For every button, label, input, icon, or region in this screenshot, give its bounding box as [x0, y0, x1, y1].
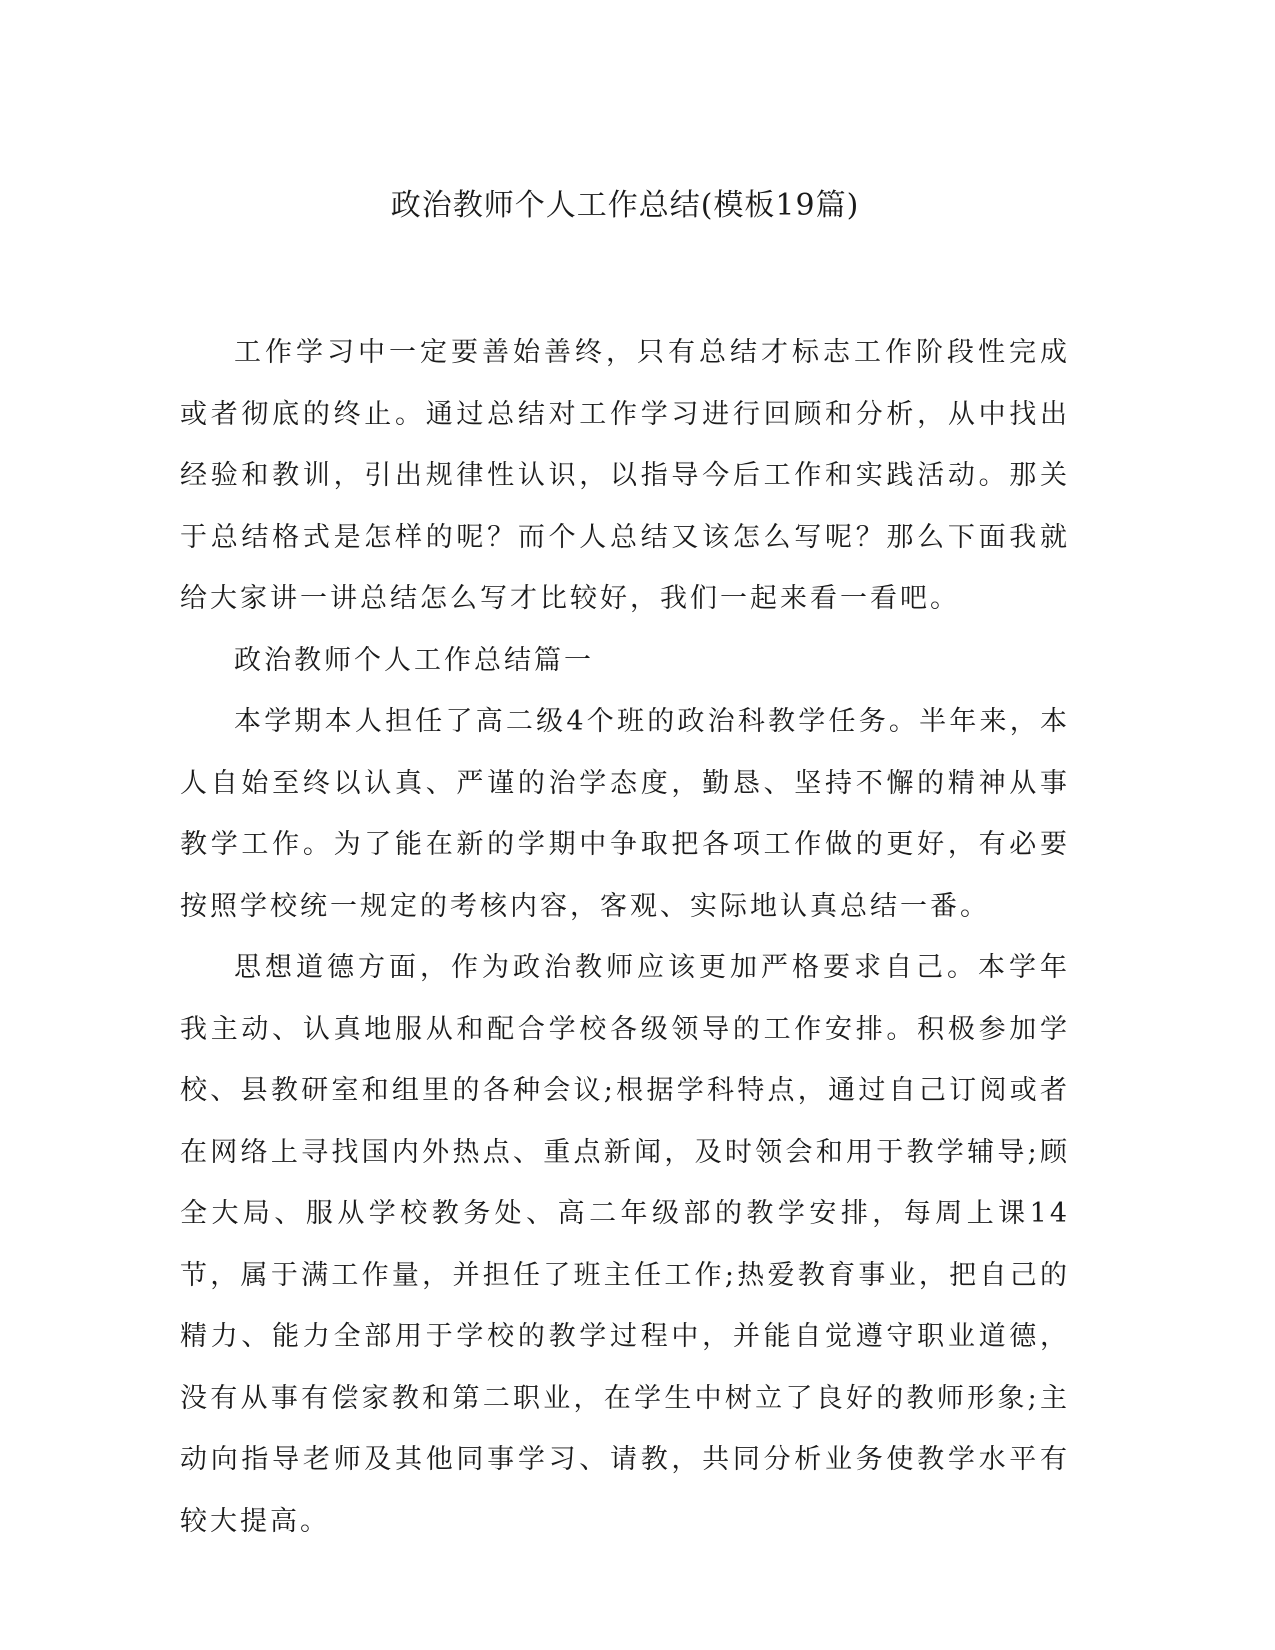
document-page [180, 0, 1070, 1650]
section-heading: 政治教师个人工作总结篇一 [234, 644, 594, 676]
body-paragraph: 思想道德方面，作为政治教师应该更加严格要求自己。本学年我主动、认真地服从和配合学校各级领导的工作安排。积极参加学校、县教研室和组里的各种会议;根据学科特点，通过自己订阅或者在网络上寻找国内外热点、重点新闻，及时领会和用于教学辅导;顾全大局、服从学校教务处、高二年级部的教学安排，每周上课14节，属于满工作量，并担任了班主任工作;热爱教育事业，把自己的精力、能力全部用于学校的教学过程中，并能自觉遵守职业道德，没有从事有偿家教和第二职业，在学生中树立了良好的教师形象;主动向指导老师及其他同事学习、请教，共同分析业务使教学水平有较大提高。 [180, 952, 1070, 1537]
document-title: 政治教师个人工作总结(模板19篇) [390, 188, 860, 223]
body-paragraph: 本学期本人担任了高二级4个班的政治科教学任务。半年来，本人自始至终以认真、严谨的治学态度，勤恳、坚持不懈的精神从事教学工作。为了能在新的学期中争取把各项工作做的更好，有必要按照学校统一规定的考核内容，客观、实际地认真总结一番。 [180, 706, 1070, 922]
document-body [180, 322, 1070, 1552]
intro-paragraph: 工作学习中一定要善始善终，只有总结才标志工作阶段性完成或者彻底的终止。通过总结对工作学习进行回顾和分析，从中找出经验和教训，引出规律性认识，以指导今后工作和实践活动。那关于总结格式是怎样的呢？而个人总结又该怎么写呢？那么下面我就给大家讲一讲总结怎么写才比较好，我们一起来看一看吧。 [180, 337, 1070, 614]
